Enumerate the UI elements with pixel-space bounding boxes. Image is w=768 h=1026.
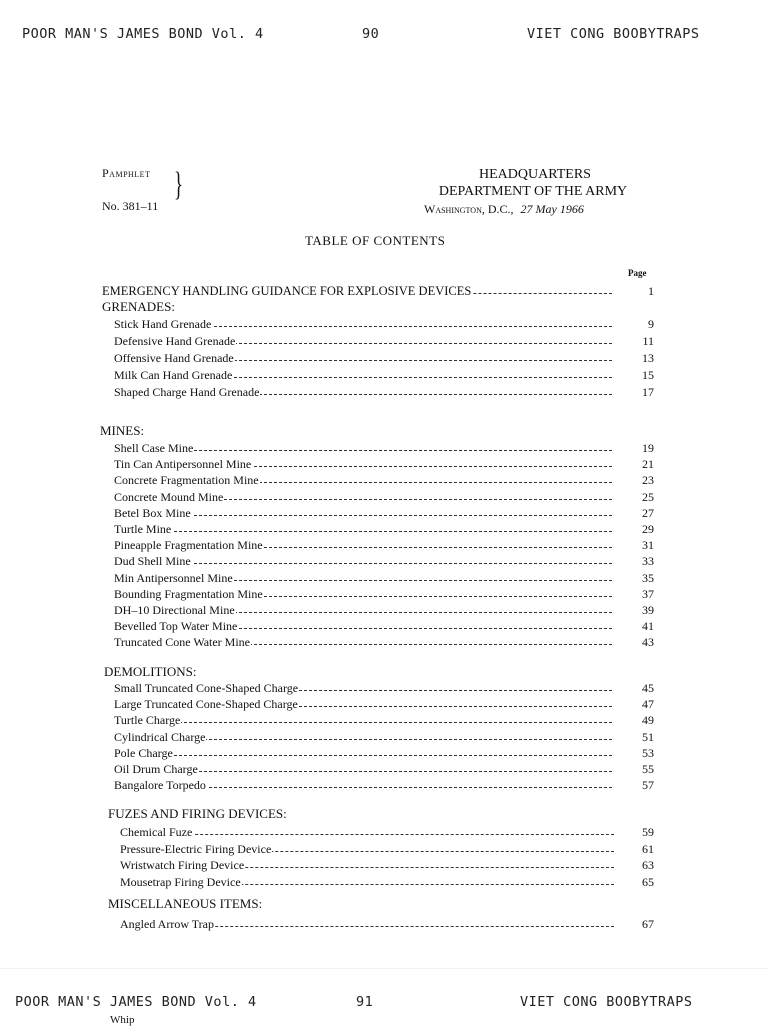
leader-dots bbox=[120, 834, 614, 835]
toc-entry-page: 17 bbox=[642, 385, 654, 399]
toc-entry bbox=[0, 842, 768, 858]
toc-entry-page: 39 bbox=[642, 603, 654, 617]
toc-entry-page: 55 bbox=[642, 762, 654, 776]
toc-entry bbox=[0, 457, 768, 473]
toc-entry-label: Betel Box Mine bbox=[114, 505, 191, 520]
toc-entry-page: 37 bbox=[642, 586, 654, 601]
toc-entry-page: 43 bbox=[642, 635, 654, 650]
toc-entry-page: 59 bbox=[642, 825, 654, 839]
toc-entry-label: Concrete Fragmentation Mine bbox=[114, 473, 259, 488]
leader-dots bbox=[114, 722, 612, 723]
toc-entry-page: 11 bbox=[642, 334, 654, 348]
toc-entry-page: 15 bbox=[642, 368, 654, 382]
toc-entry bbox=[0, 697, 768, 713]
toc-entry-label: Min Antipersonnel Mine bbox=[114, 570, 233, 585]
toc-page-column-header: Page bbox=[628, 268, 647, 278]
toc-entry-label: Mousetrap Firing Device bbox=[120, 874, 241, 889]
toc-entry-page: 27 bbox=[642, 505, 654, 520]
toc-entry-page: 45 bbox=[642, 681, 654, 695]
toc-entry bbox=[0, 603, 768, 619]
next-page-header-page-number: 91 bbox=[356, 994, 374, 1010]
toc-entry-label: EMERGENCY HANDLING GUIDANCE FOR EXPLOSIVE DEVICES bbox=[102, 284, 472, 298]
toc-entry-page: 67 bbox=[642, 917, 654, 931]
toc-entry-page: 23 bbox=[642, 473, 654, 488]
section-heading-miscellaneous: MISCELLANEOUS ITEMS: bbox=[108, 896, 263, 911]
toc-entry bbox=[0, 506, 768, 522]
toc-entry bbox=[0, 571, 768, 587]
running-header-title: POOR MAN'S JAMES BOND Vol. 4 bbox=[22, 26, 264, 42]
toc-entry-label: Pineapple Fragmentation Mine bbox=[114, 538, 263, 553]
toc-entry bbox=[0, 554, 768, 570]
toc-entry bbox=[0, 385, 768, 401]
toc-entry-page: 35 bbox=[642, 570, 654, 585]
toc-entry bbox=[0, 619, 768, 635]
hq-line-2: DEPARTMENT OF THE ARMY bbox=[438, 184, 628, 199]
toc-entry-label: DH–10 Directional Mine bbox=[114, 603, 235, 617]
toc-entry bbox=[0, 538, 768, 554]
toc-entry-page: 31 bbox=[642, 538, 654, 553]
toc-entry-page: 13 bbox=[642, 351, 654, 365]
toc-entry bbox=[0, 875, 768, 891]
hq-location-date bbox=[424, 202, 584, 217]
toc-entry-label: Angled Arrow Trap bbox=[120, 917, 215, 931]
toc-entry-label: Defensive Hand Grenade bbox=[114, 334, 236, 348]
toc-entry-page: 51 bbox=[642, 729, 654, 744]
toc-entry bbox=[0, 713, 768, 729]
next-page-header-section: VIET CONG BOOBYTRAPS bbox=[520, 994, 693, 1010]
toc-entry bbox=[0, 368, 768, 384]
toc-entry bbox=[0, 351, 768, 367]
leader-dots bbox=[114, 531, 612, 532]
section-heading-grenades: GRENADES: bbox=[102, 299, 175, 314]
toc-entry-page: 25 bbox=[642, 489, 654, 504]
running-header-page-number: 90 bbox=[362, 26, 380, 42]
toc-entry-label: Turtle Mine bbox=[114, 522, 172, 536]
toc-entry-page: 63 bbox=[642, 858, 654, 872]
toc-entry bbox=[0, 858, 768, 874]
toc-entry-label: Shaped Charge Hand Grenade bbox=[114, 385, 260, 399]
toc-entry-label: Bevelled Top Water Mine bbox=[114, 619, 238, 634]
toc-entry-label: Shell Case Mine bbox=[114, 441, 194, 455]
section-heading-mines: MINES: bbox=[100, 423, 145, 438]
toc-entry bbox=[0, 587, 768, 603]
hq-date: 27 May 1966 bbox=[520, 202, 584, 216]
toc-entry-page: 47 bbox=[642, 697, 654, 712]
toc-entry-label: Tin Can Antipersonnel Mine bbox=[114, 457, 252, 472]
toc-entry-page: 19 bbox=[642, 441, 654, 455]
toc-entry-label: Oil Drum Charge bbox=[114, 762, 198, 776]
toc-entry bbox=[0, 746, 768, 762]
pamphlet-label: Pamphlet bbox=[102, 166, 151, 180]
toc-entry-label: Wristwatch Firing Device bbox=[120, 858, 245, 872]
toc-entry bbox=[0, 917, 768, 933]
toc-entry-label: Bounding Fragmentation Mine bbox=[114, 586, 263, 601]
toc-entry-page: 1 bbox=[648, 284, 654, 298]
running-header-section: VIET CONG BOOBYTRAPS bbox=[527, 26, 700, 42]
toc-entry bbox=[0, 778, 768, 794]
toc-entry-label: Large Truncated Cone-Shaped Charge bbox=[114, 697, 298, 712]
toc-entry bbox=[0, 473, 768, 489]
toc-entry-label: Small Truncated Cone-Shaped Charge bbox=[114, 681, 299, 695]
toc-entry-label: Bangalore Torpedo bbox=[114, 778, 206, 793]
toc-entry-label: Concrete Mound Mine bbox=[114, 489, 224, 504]
toc-entry-page: 41 bbox=[642, 619, 654, 634]
toc-entry-page: 33 bbox=[642, 554, 654, 569]
toc-entry-page: 21 bbox=[642, 457, 654, 472]
toc-entry bbox=[0, 730, 768, 746]
section-heading-fuzes: FUZES AND FIRING DEVICES: bbox=[108, 806, 287, 821]
toc-entry bbox=[0, 441, 768, 457]
page-divider bbox=[0, 968, 768, 969]
toc-entry-label: Turtle Charge bbox=[114, 713, 181, 728]
toc-entry-page: 57 bbox=[642, 778, 654, 793]
toc-entry bbox=[0, 317, 768, 333]
toc-entry-label: Stick Hand Grenade bbox=[114, 317, 212, 331]
toc-entry bbox=[0, 635, 768, 651]
toc-entry-label: Chemical Fuze bbox=[120, 825, 193, 839]
pamphlet-number: No. 381–11 bbox=[102, 199, 159, 213]
toc-entry bbox=[0, 522, 768, 538]
toc-title: TABLE OF CONTENTS bbox=[305, 233, 446, 248]
toc-entry-page: 9 bbox=[648, 317, 654, 331]
toc-entry-label: Truncated Cone Water Mine bbox=[114, 635, 251, 650]
toc-entry-page: 65 bbox=[642, 874, 654, 889]
toc-entry-page: 49 bbox=[642, 713, 654, 728]
toc-entry-page: 53 bbox=[642, 745, 654, 760]
hq-line-1: HEADQUARTERS bbox=[479, 167, 591, 182]
toc-entry-label: Offensive Hand Grenade bbox=[114, 351, 234, 365]
hq-place: Washington bbox=[424, 202, 482, 216]
toc-entry-label: Pressure-Electric Firing Device bbox=[120, 841, 272, 856]
toc-entry-page: 29 bbox=[642, 522, 654, 536]
pamphlet-brace: } bbox=[174, 166, 183, 203]
toc-entry bbox=[0, 762, 768, 778]
toc-entry-label: Milk Can Hand Grenade bbox=[114, 368, 233, 382]
next-page-header-title: POOR MAN'S JAMES BOND Vol. 4 bbox=[15, 994, 257, 1010]
toc-entry bbox=[0, 681, 768, 697]
toc-entry-emergency bbox=[0, 284, 768, 300]
section-heading-demolitions: DEMOLITIONS: bbox=[104, 664, 197, 679]
toc-entry bbox=[0, 825, 768, 841]
toc-entry-label: Cylindrical Charge bbox=[114, 729, 206, 744]
toc-entry bbox=[0, 490, 768, 506]
next-page-partial-text: Whip bbox=[110, 1014, 135, 1026]
toc-entry-page: 61 bbox=[642, 841, 654, 856]
toc-entry-label: Pole Charge bbox=[114, 745, 173, 760]
hq-place-suffix: , D.C., bbox=[481, 202, 514, 216]
leader-dots bbox=[114, 755, 612, 756]
toc-entry bbox=[0, 334, 768, 350]
toc-entry-label: Dud Shell Mine bbox=[114, 554, 191, 569]
